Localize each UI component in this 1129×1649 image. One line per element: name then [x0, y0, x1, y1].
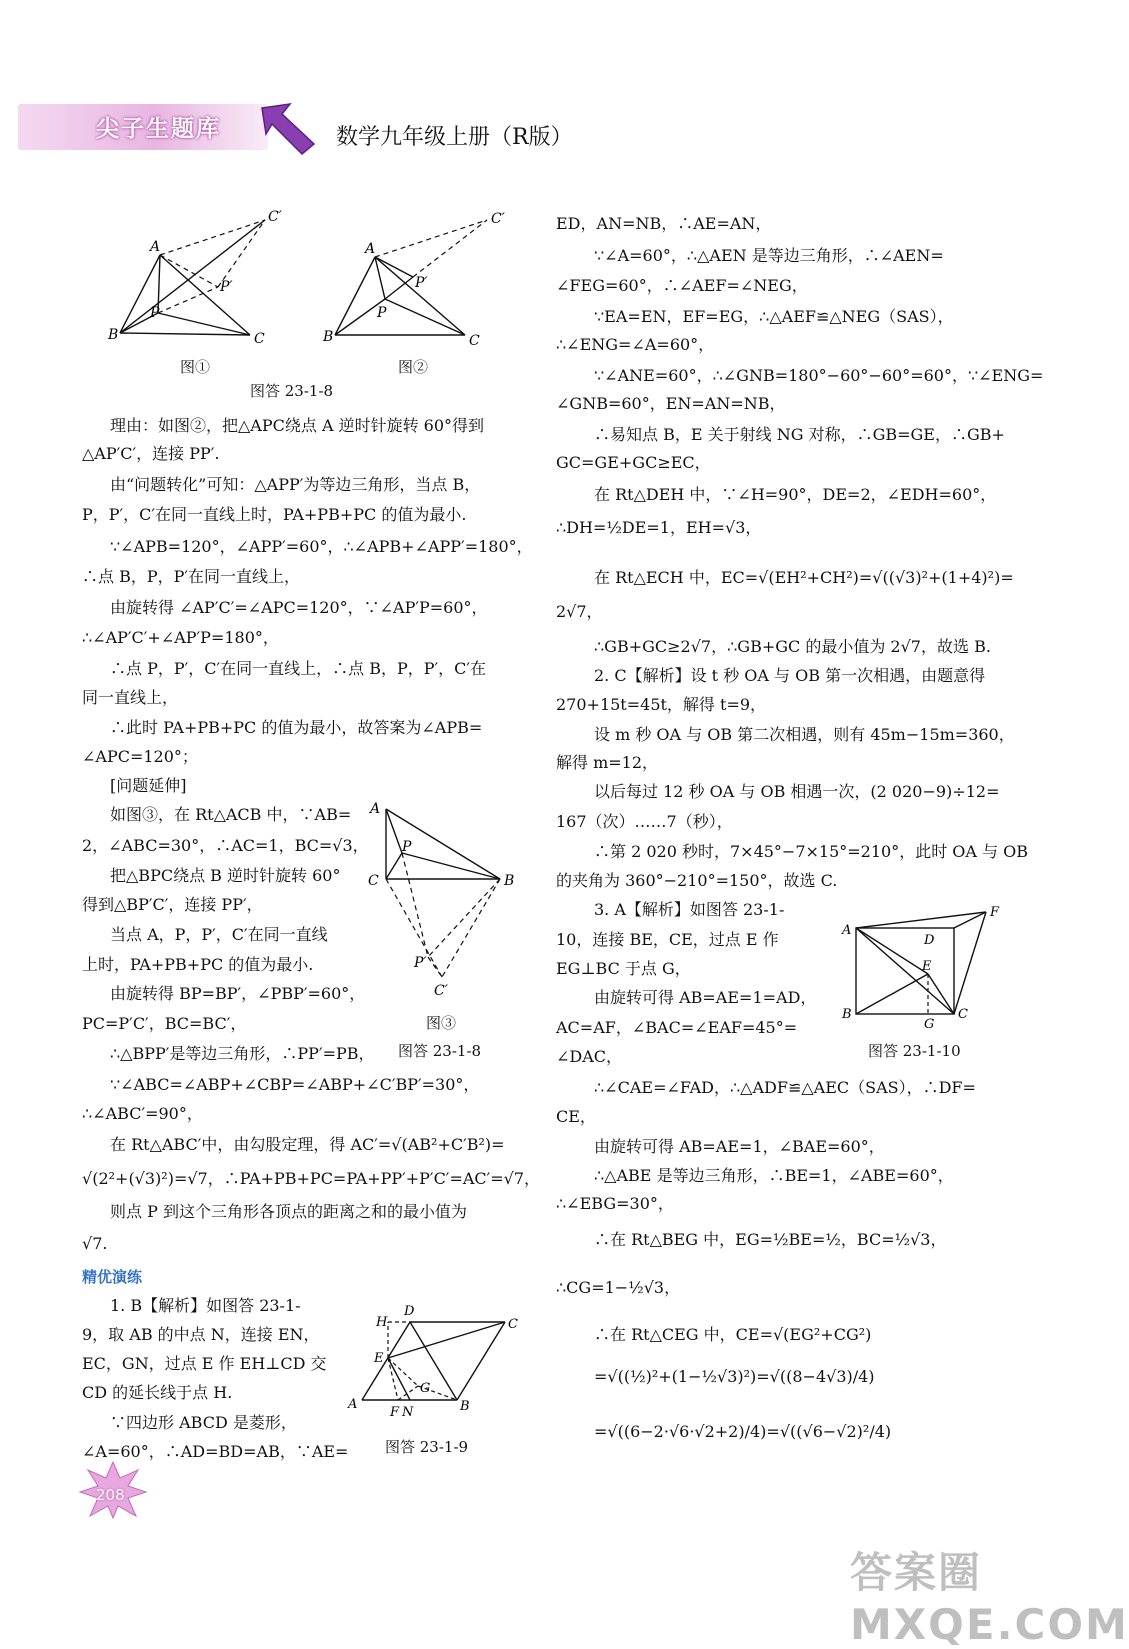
arrow-icon: [258, 100, 318, 156]
text-line: PC=P′C′，BC=BC′，: [82, 1014, 247, 1033]
text-line: 设 m 秒 OA 与 OB 第二次相遇，则有 45m−15m=360，: [594, 725, 1015, 744]
text-line: ∠FEG=60°，∴∠AEF=∠NEG，: [556, 276, 808, 295]
text-line: ∴△ABE 是等边三角形，∴BE=1，∠ABE=60°，: [594, 1166, 954, 1185]
text-line: 270+15t=45t，解得 t=9，: [556, 695, 767, 714]
figure-2-label: 图②: [398, 358, 429, 376]
text-line: AC=AF，∠BAC=∠EAF=45°=: [556, 1018, 798, 1037]
svg-text:A: A: [150, 239, 161, 255]
svg-text:A: A: [370, 801, 381, 817]
figure-caption: 图答 23-1-8: [250, 382, 334, 400]
figure-4-caption: 图答 23-1-9: [385, 1438, 469, 1456]
svg-text:A: A: [348, 1397, 358, 1412]
text-line: ∴∠AP′C′+∠AP′P=180°，: [82, 628, 279, 647]
svg-text:P: P: [150, 305, 160, 321]
text-line: ED，AN=NB，∴AE=AN，: [556, 214, 772, 233]
svg-text:E: E: [374, 1351, 384, 1366]
header-brand: 尖子生题库: [96, 116, 221, 142]
svg-text:E: E: [922, 959, 932, 974]
text-line: ∴在 Rt△BEG 中，EG=½BE=½，BC=½√3，: [594, 1230, 947, 1249]
text-line: ∴∠ENG=∠A=60°，: [556, 335, 715, 354]
svg-text:B: B: [504, 873, 515, 889]
text-line: ∵∠APB=120°，∠APP′=60°，∴∠APB+∠APP′=180°，: [110, 537, 533, 556]
text-line: ∵EA=EN，EF=EG，∴△AEF≌△NEG（SAS），: [594, 307, 954, 326]
text-line: ∠DAC，: [556, 1047, 623, 1066]
svg-text:C: C: [469, 333, 480, 349]
text-line: ∴点 B，P，P′在同一直线上，: [82, 567, 301, 586]
text-line: ∵∠A=60°，∴△AEN 是等边三角形，∴∠AEN=: [594, 246, 944, 265]
figure-3: [362, 795, 522, 1010]
text-line: 理由：如图②，把△APC绕点 A 逆时针旋转 60°得到: [110, 416, 485, 435]
text-line: 2. C【解析】设 t 秒 OA 与 OB 第一次相遇，由题意得: [594, 666, 986, 685]
text-line: 当点 A，P，P′，C′在同一直线: [110, 925, 328, 944]
text-line: 1. B【解析】如图答 23-1-: [110, 1296, 301, 1315]
figure-3-label: 图③: [426, 1014, 457, 1032]
text-line: 3. A【解析】如图答 23-1-: [594, 900, 785, 919]
figure-4: [340, 1300, 530, 1430]
text-line: 同一直线上，: [82, 688, 179, 707]
figure-1-label: 图①: [180, 358, 211, 376]
svg-text:F: F: [990, 905, 1000, 920]
text-line: √7.: [82, 1234, 108, 1253]
section-title: 精优演练: [82, 1268, 143, 1286]
text-line: ∴在 Rt△CEG 中，CE=√(EG²+CG²): [594, 1325, 872, 1344]
text-line: 由旋转可得 AB=AE=1=AD，: [594, 988, 817, 1007]
text-line: 9，取 AB 的中点 N，连接 EN，: [82, 1325, 320, 1344]
svg-text:B: B: [842, 1007, 852, 1022]
text-line: ∴易知点 B，E 关于射线 NG 对称，∴GB=GE，∴GB+: [594, 425, 1005, 444]
text-line: ∴此时 PA+PB+PC 的值为最小，故答案为∠APB=: [110, 718, 483, 737]
text-line: 在 Rt△ABC′中，由勾股定理，得 AC′=√(AB²+C′B²)=: [110, 1135, 505, 1154]
text-line: ∵∠ANE=60°，∴∠GNB=180°−60°−60°=60°，∵∠ENG=: [594, 366, 1044, 385]
svg-text:F: F: [390, 1405, 400, 1420]
text-line: 在 Rt△DEH 中，∵∠H=90°，DE=2，∠EDH=60°，: [594, 485, 997, 504]
text-line: ∠APC=120°；: [82, 747, 198, 766]
text-line: 由旋转得 BP=BP′，∠PBP′=60°，: [110, 984, 366, 1003]
svg-text:P′: P′: [415, 275, 428, 291]
text-line: GC=GE+GC≥EC，: [556, 453, 711, 472]
page-number: 208: [96, 1486, 125, 1504]
svg-text:B: B: [323, 329, 334, 345]
svg-text:P: P: [377, 305, 387, 321]
text-line: =√((½)²+(1−½√3)²)=√((8−4√3)/4): [594, 1367, 875, 1386]
text-line: 的夹角为 360°−210°=150°，故选 C.: [556, 871, 838, 890]
text-line: 在 Rt△ECH 中，EC=√(EH²+CH²)=√((√3)²+(1+4)²)=: [594, 568, 1014, 587]
page-title: 数学九年级上册（R版）: [336, 125, 573, 150]
text-line: √(2²+(√3)²)=√7，∴PA+PB+PC=PA+PP′+P′C′=AC′=√7，: [82, 1169, 541, 1188]
text-line: EG⊥BC 于点 G，: [556, 959, 691, 978]
svg-text:D: D: [404, 1304, 415, 1319]
svg-text:P′: P′: [414, 955, 427, 971]
svg-text:A: A: [365, 241, 376, 257]
text-line: EC，GN，过点 E 作 EH⊥CD 交: [82, 1354, 327, 1373]
text-line: ∴∠ABC′=90°，: [82, 1104, 203, 1123]
svg-text:H: H: [376, 1315, 388, 1330]
text-line: ∴点 P，P′，C′在同一直线上，∴点 B，P，P′，C′在: [110, 659, 487, 678]
figure-5: [836, 902, 1006, 1032]
text-line: 由旋转得 ∠AP′C′=∠APC=120°，∵∠AP′P=60°，: [110, 598, 488, 617]
text-line: ∴∠EBG=30°，: [556, 1194, 674, 1213]
text-line: ∠A=60°，∴AD=BD=AB，∵AE=: [82, 1442, 349, 1461]
text-line: [问题延伸]: [110, 776, 187, 795]
text-line: 上时，PA+PB+PC 的值为最小.: [82, 955, 314, 974]
svg-text:C: C: [368, 873, 379, 889]
svg-text:G: G: [924, 1017, 935, 1032]
text-line: 167（次）……7（秒），: [556, 812, 733, 831]
text-line: 如图③，在 Rt△ACB 中，∵AB=: [110, 805, 352, 824]
text-line: 解得 m=12，: [556, 753, 659, 772]
text-line: 以后每过 12 秒 OA 与 OB 相遇一次，(2 020−9)÷12=: [594, 782, 1000, 801]
text-line: △AP′C′，连接 PP′.: [82, 444, 220, 463]
text-line: ∴△BPP′是等边三角形，∴PP′=PB，: [110, 1044, 375, 1063]
text-line: 得到△BP′C′，连接 PP′，: [82, 895, 263, 914]
svg-text:N: N: [402, 1405, 414, 1420]
text-line: 则点 P 到这个三角形各顶点的距离之和的最小值为: [110, 1202, 467, 1221]
text-line: 2√7，: [556, 602, 603, 621]
text-line: 把△BPC绕点 B 逆时针旋转 60°: [110, 866, 341, 885]
text-line: 由旋转可得 AB=AE=1，∠BAE=60°，: [594, 1137, 885, 1156]
watermark: 答案圈 MXQE.COM: [850, 1548, 1129, 1649]
svg-text:B: B: [460, 1399, 470, 1414]
figure-2: [315, 205, 515, 355]
figure-5-caption: 图答 23-1-10: [868, 1042, 961, 1060]
svg-text:P′: P′: [220, 279, 233, 295]
svg-text:A: A: [842, 923, 852, 938]
svg-text:C′: C′: [434, 983, 448, 999]
svg-text:B: B: [108, 327, 119, 343]
text-line: 2，∠ABC=30°，∴AC=1，BC=√3，: [82, 836, 369, 855]
svg-text:G: G: [420, 1381, 431, 1396]
figure-1: [100, 205, 300, 355]
text-line: ∴DH=½DE=1，EH=√3，: [556, 518, 762, 537]
svg-text:D: D: [924, 933, 935, 948]
text-line: ∠GNB=60°，EN=AN=NB，: [556, 394, 786, 413]
svg-text:C′: C′: [491, 211, 505, 227]
svg-text:C: C: [508, 1317, 518, 1332]
text-line: CD 的延长线于点 H.: [82, 1383, 233, 1402]
svg-text:C′: C′: [268, 209, 282, 225]
text-line: =√((6−2·√6·√2+2)/4)=√((√6−√2)²/4): [594, 1422, 892, 1441]
text-line: ∵∠ABC=∠ABP+∠CBP=∠ABP+∠C′BP′=30°，: [110, 1075, 480, 1094]
svg-text:C: C: [958, 1007, 968, 1022]
svg-text:C: C: [254, 331, 265, 347]
text-line: P，P′，C′在同一直线上时，PA+PB+PC 的值为最小.: [82, 505, 467, 524]
text-line: ∴CG=1−½√3，: [556, 1278, 681, 1297]
text-line: ∴GB+GC≥2√7，∴GB+GC 的最小值为 2√7，故选 B.: [594, 637, 991, 656]
text-line: 10，连接 BE，CE，过点 E 作: [556, 930, 779, 949]
text-line: ∵四边形 ABCD 是菱形，: [110, 1413, 297, 1432]
text-line: ∴第 2 020 秒时，7×45°−7×15°=210°，此时 OA 与 OB: [594, 842, 1029, 861]
text-line: 由“问题转化”可知：△APP′为等边三角形，当点 B，: [110, 475, 481, 494]
text-line: CE，: [556, 1107, 596, 1126]
text-line: ∴∠CAE=∠FAD，∴△ADF≌△AEC（SAS），∴DF=: [594, 1078, 976, 1097]
svg-text:P: P: [402, 839, 412, 855]
figure-3-caption: 图答 23-1-8: [398, 1042, 482, 1060]
